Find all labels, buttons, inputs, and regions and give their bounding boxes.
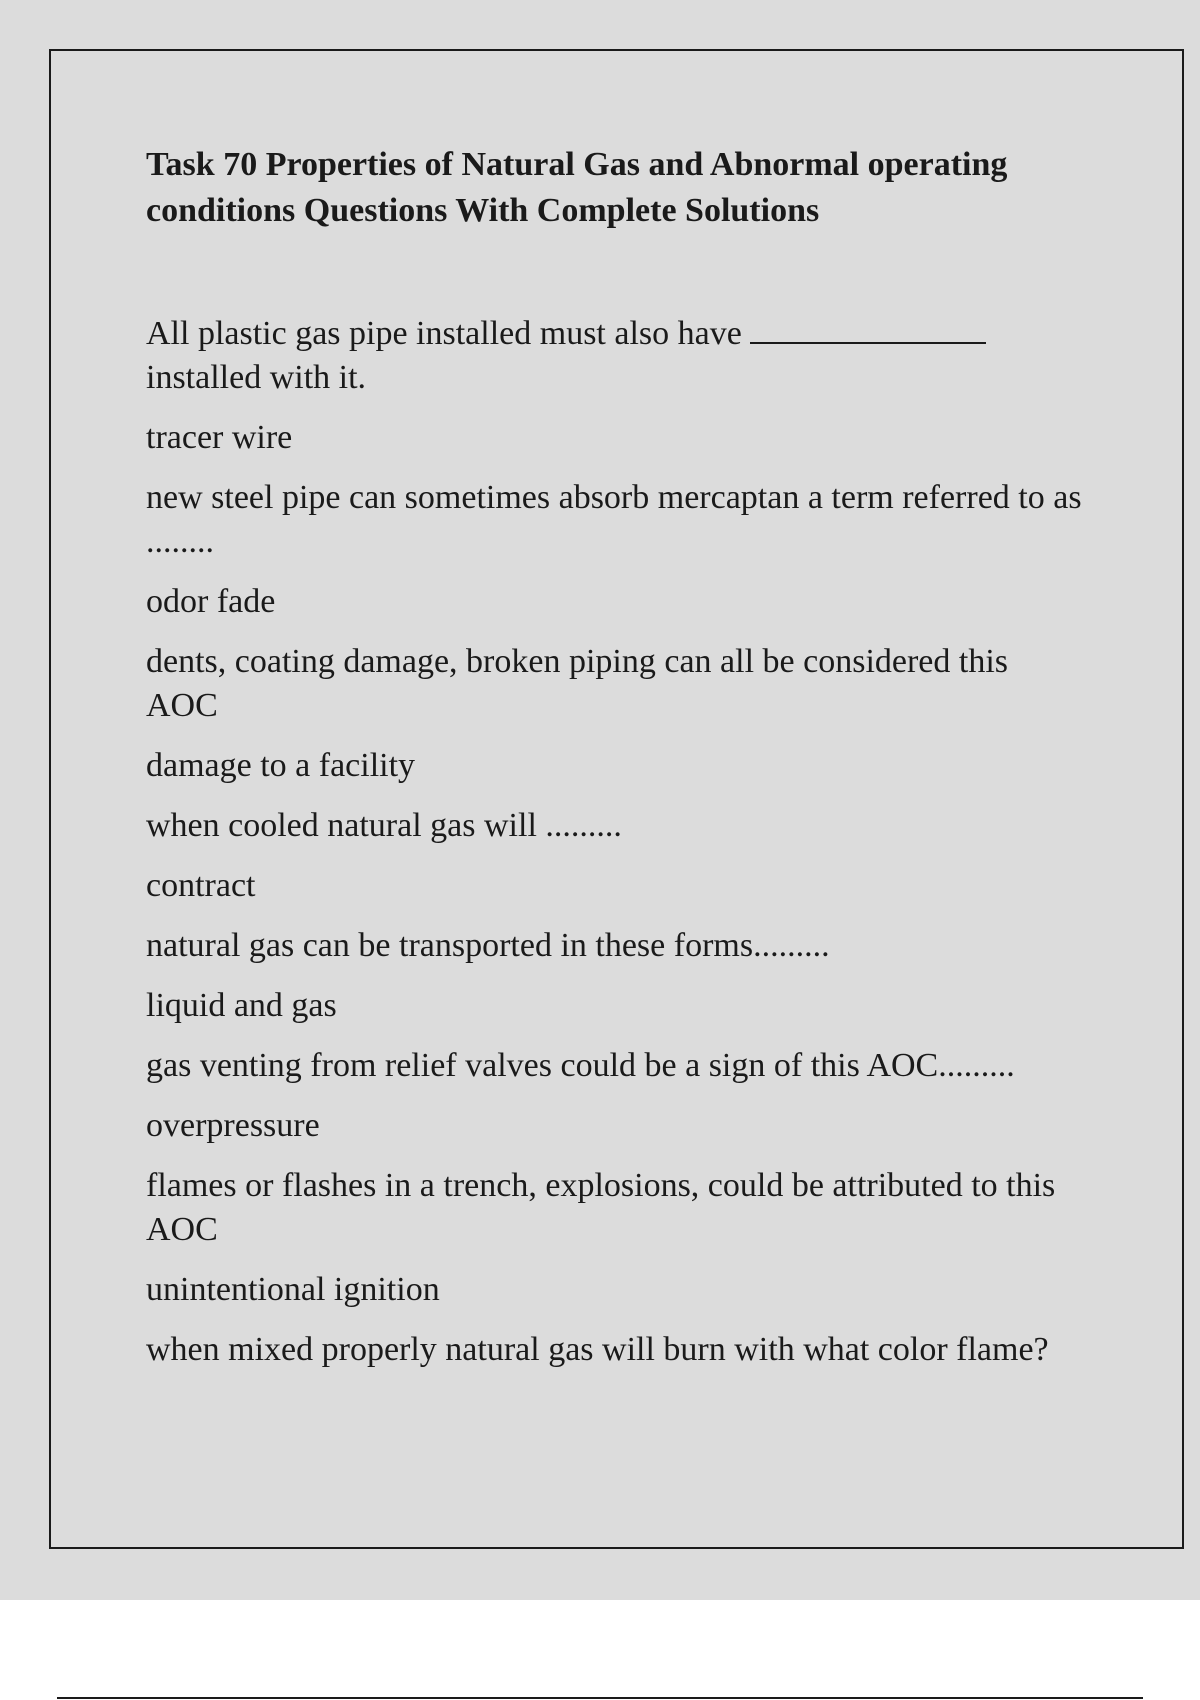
question-5: natural gas can be transported in these forms......... [146,927,830,964]
answer-1: tracer wire [146,419,293,456]
answer-5: liquid and gas [146,987,337,1024]
fill-in-blank [750,314,986,344]
question-8: when mixed properly natural gas will burn with what color flame? [146,1331,1049,1368]
answer-7: unintentional ignition [146,1271,440,1308]
document-title: Task 70 Properties of Natural Gas and Abnormal operating conditions Questions With Complete Solutions [146,146,1008,229]
question-7: flames or flashes in a trench, explosions, could be attributed to this AOC [146,1167,1056,1248]
question-2: new steel pipe can sometimes absorb mercaptan a term referred to as ........ [146,479,1082,560]
answer-3: damage to a facility [146,747,416,784]
question-3: dents, coating damage, broken piping can all be considered this AOC [146,643,1009,724]
document-content [146,142,1086,1388]
question-6: gas venting from relief valves could be a sign of this AOC......... [146,1047,1015,1084]
answer-2: odor fade [146,583,276,620]
page-divider-line [57,1697,1143,1699]
answer-6: overpressure [146,1107,320,1144]
question-1-text-before: All plastic gas pipe installed must also have [146,315,751,352]
question-1-text-after: installed with it. [146,359,367,396]
question-1 [146,312,1086,400]
answer-4: contract [146,867,256,904]
question-4: when cooled natural gas will ......... [146,807,622,844]
